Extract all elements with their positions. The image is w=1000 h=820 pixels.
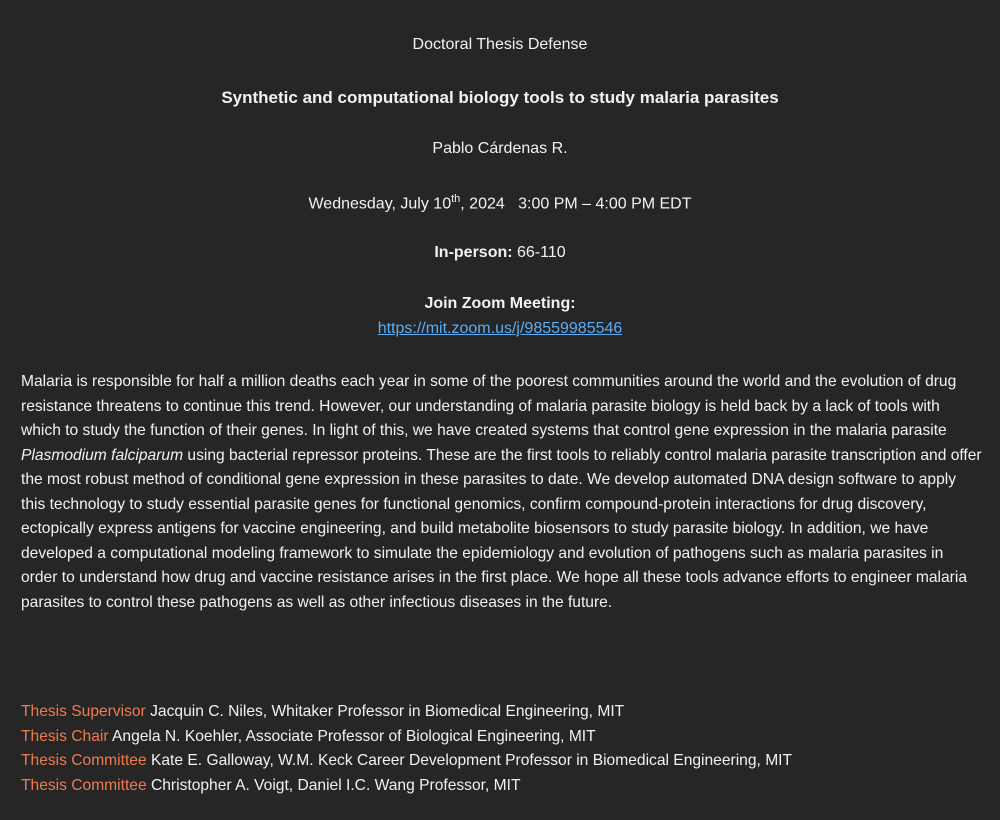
committee-role: Thesis Committee (21, 752, 147, 769)
committee-row (21, 774, 981, 799)
abstract-text-2: using bacterial repressor proteins. These are the first tools to reliably control malaria parasite transcription and offer the most robust method of conditional gene expression in these parasites to date. We develop automated DNA design software to apply this technology to study essential parasite genes for functional genomics, confirm compound-protein interactions for drug discovery, ectopically express antigens for vaccine engineering, and build metabolite biosensors to study parasite biology. In addition, we have developed a computational modeling framework to simulate the epidemiology and evolution of pathogens such as malaria parasites in order to understand how drug and vaccine resistance arises in the first place. We hope all these tools advance efforts to engineer malaria parasites to control these pathogens as well as other infectious diseases in the future. (21, 446, 982, 611)
committee-row (21, 725, 981, 750)
committee-row (21, 749, 981, 774)
committee-member: Jacquin C. Niles, Whitaker Professor in Biomedical Engineering, MIT (145, 703, 625, 720)
committee-member: Angela N. Koehler, Associate Professor of Biological Engineering, MIT (108, 727, 596, 745)
date-prefix: Wednesday, July 10 (308, 195, 452, 213)
zoom-link[interactable]: https://mit.zoom.us/j/98559985546 (377, 320, 623, 337)
committee-role: Thesis Committee (21, 776, 147, 794)
candidate-name: Pablo Cárdenas R. (432, 140, 568, 157)
committee-member: Kate E. Galloway, W.M. Keck Career Development Professor in Biomedical Engineering, MIT (146, 752, 793, 769)
date-suffix: , 2024 3:00 PM – 4:00 PM EDT (460, 195, 692, 213)
committee-member: Christopher A. Voigt, Daniel I.C. Wang Professor, MIT (146, 776, 521, 794)
committee-list (21, 700, 981, 798)
committee-row (21, 700, 981, 725)
date-ordinal: th (451, 193, 461, 205)
event-type: Doctoral Thesis Defense (412, 36, 588, 53)
abstract-paragraph (21, 370, 983, 615)
zoom-heading: Join Zoom Meeting: (424, 295, 576, 312)
date-time (0, 193, 1000, 213)
zoom-link-row (0, 320, 1000, 338)
committee-role: Thesis Chair (21, 727, 109, 745)
abstract-species: Plasmodium falciparum (21, 446, 184, 464)
thesis-title: Synthetic and computational biology tools to study malaria parasites (221, 88, 779, 107)
in-person-room: 66-110 (512, 244, 566, 261)
in-person-location (0, 244, 1000, 262)
in-person-label: In-person: (434, 244, 513, 261)
committee-role: Thesis Supervisor (21, 703, 146, 720)
abstract-text-1: Malaria is responsible for half a million deaths each year in some of the poorest communities around the world and the evolution of drug resistance threatens to continue this trend. However, our understanding of malaria parasite biology is held back by a lack of tools with which to study the function of their genes. In light of this, we have created systems that control gene expression in the malaria parasite (21, 373, 957, 439)
